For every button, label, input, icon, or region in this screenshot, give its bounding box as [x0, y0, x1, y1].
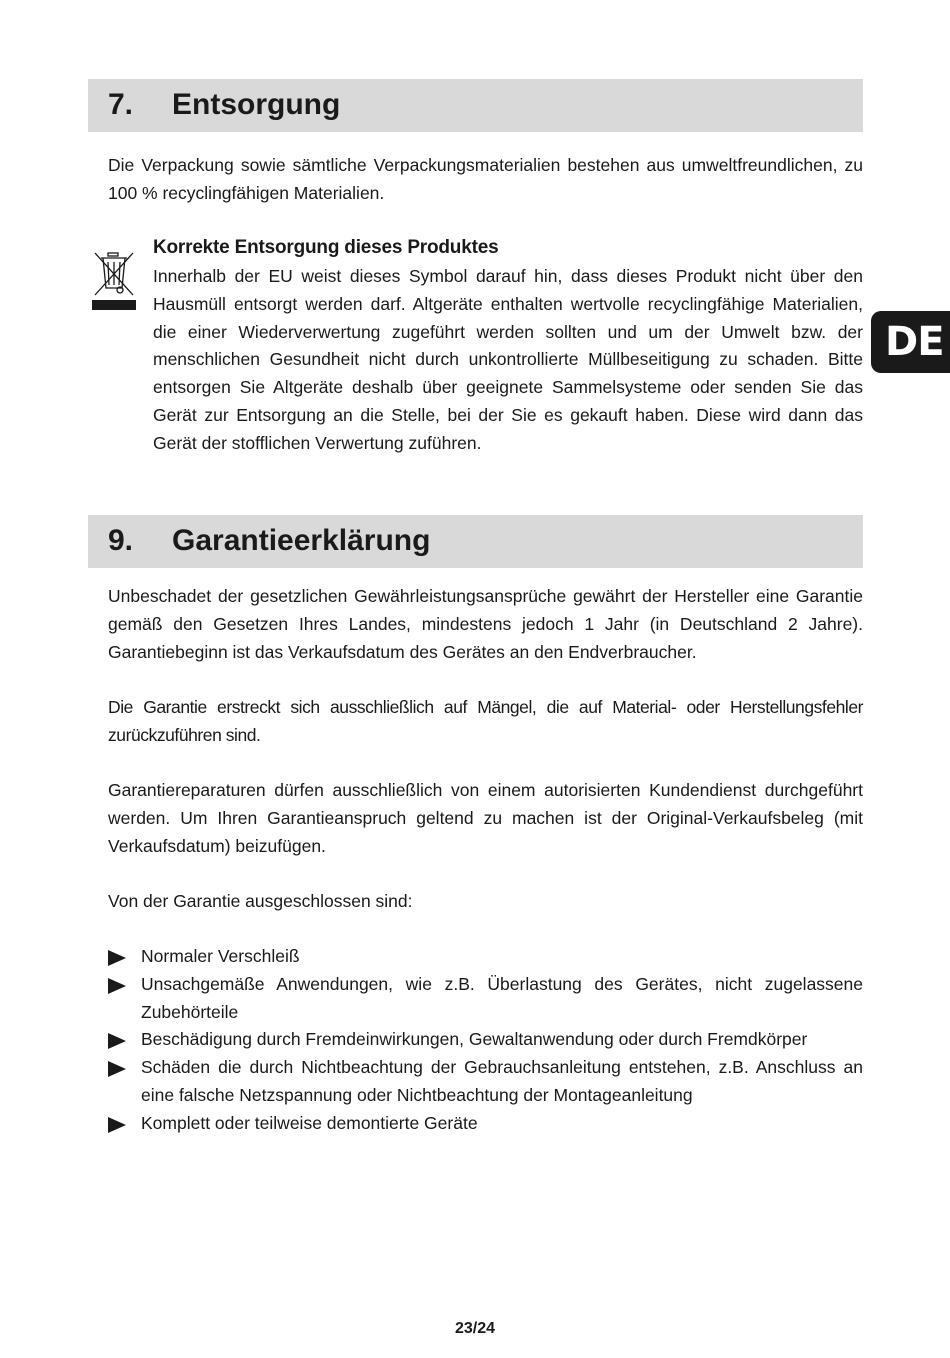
page-number: 23/24 [454, 1320, 496, 1337]
arrow-bullet-icon [108, 950, 126, 966]
warranty-paragraph: Die Garantie erstreckt sich ausschließlich auf Mängel, die auf Material- oder Herstellungsfehler zurückzuführen sind. [108, 697, 863, 745]
section-9-header [88, 515, 863, 568]
list-item-text: Komplett oder teilweise demontierte Geräte [141, 1112, 478, 1133]
language-tab: DE [871, 311, 950, 373]
arrow-bullet-icon [108, 1033, 126, 1049]
section-7-title: Entsorgung [172, 88, 341, 121]
list-item [108, 971, 863, 1027]
section-9-number: 9. [108, 524, 134, 557]
list-item [108, 1054, 863, 1110]
list-item [108, 1026, 863, 1054]
list-item [108, 1110, 863, 1138]
packaging-paragraph: Die Verpackung sowie sämtliche Verpackungsmaterialien bestehen aus umweltfreundlichen, zu 100 % recyclingfähigen Materialien. [108, 155, 863, 203]
disposal-heading: Korrekte Entsorgung dieses Produktes [153, 237, 499, 258]
list-item-text: Unsachgemäße Anwendungen, wie z.B. Überlastung des Gerätes, nicht zugelassene Zubehörteile [141, 973, 863, 1022]
section-9-title: Garantieerklärung [172, 524, 431, 557]
list-item-text: Beschädigung durch Fremdeinwirkungen, Gewaltanwendung oder durch Fremdkörper [141, 1029, 808, 1050]
warranty-paragraph: Garantiereparaturen dürfen ausschließlich von einem autorisierten Kundendienst durchgeführt werden. Um Ihren Garantieanspruch geltend zu machen ist der Original-Verkaufsbeleg (mit Verkaufsdatum) beizufügen. [108, 780, 863, 856]
list-item-text: Schäden die durch Nichtbeachtung der Gebrauchsanleitung entstehen, z.B. Anschluss an eine falsche Netzspannung oder Nichtbeachtung der Montageanleitung [141, 1057, 863, 1105]
list-item [108, 943, 863, 971]
crossed-out-wheelie-bin-icon [92, 250, 136, 312]
arrow-bullet-icon [108, 1117, 126, 1133]
list-item-text: Normaler Verschleiß [141, 946, 300, 966]
arrow-bullet-icon [108, 1061, 126, 1077]
disposal-paragraph: Innerhalb der EU weist dieses Symbol darauf hin, dass dieses Produkt nicht über den Hausmüll entsorgt werden darf. Altgeräte enthalten wertvolle recyclingfähige Materialien, die einer Wiederverwertung zugeführt werden sollten und um der Umwelt bzw. der menschlichen Gesundheit nicht durch unkontrollierte Müllbeseitigung zu schaden. Bitte entsorgen Sie Altgeräte deshalb über geeignete Sammelsysteme oder senden Sie das Gerät zur Entsorgung an die Stelle, bei der Sie es gekauft haben. Diese wird dann das Gerät der stofflichen Verwertung zuführen. [153, 266, 863, 453]
section-7-header [88, 79, 863, 132]
exclusions-intro: Von der Garantie ausgeschlossen sind: [108, 891, 413, 911]
section-7-number: 7. [108, 88, 134, 121]
exclusions-list [108, 943, 863, 1138]
arrow-bullet-icon [108, 978, 126, 994]
warranty-paragraph: Unbeschadet der gesetzlichen Gewährleistungsansprüche gewährt der Hersteller eine Garantie gemäß den Gesetzen Ihres Landes, mindestens jedoch 1 Jahr (in Deutschland 2 Jahre). Garantiebeginn ist das Verkaufsdatum des Gerätes an den Endverbraucher. [108, 586, 863, 662]
